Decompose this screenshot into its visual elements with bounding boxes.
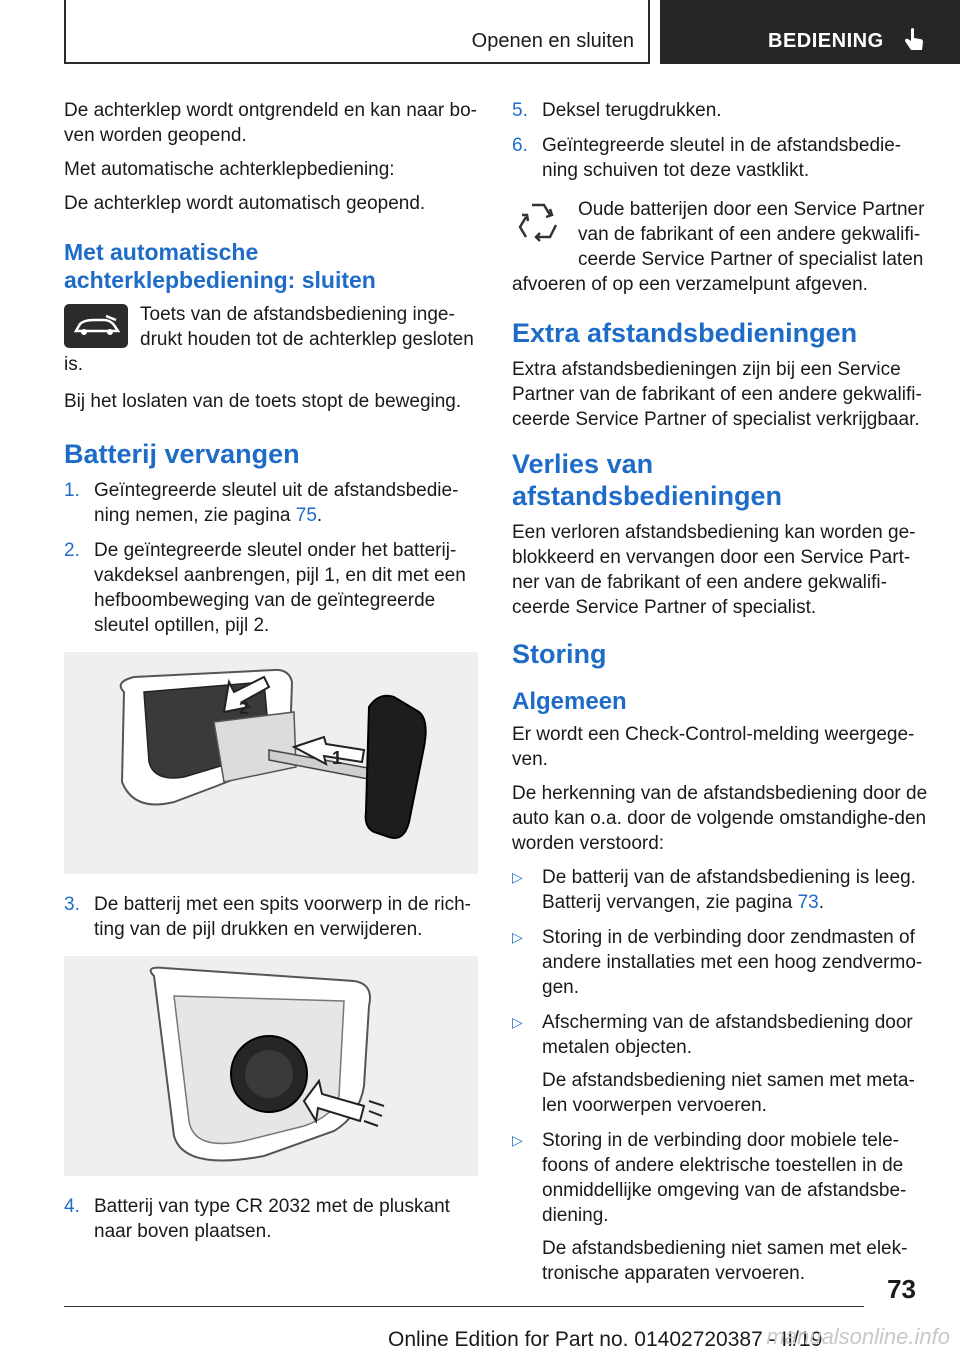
intro-paragraph-3: De achterklep wordt automatisch geopend.: [64, 193, 426, 214]
heading-fault: Storing: [512, 639, 607, 669]
step-6-number: 6.: [512, 135, 528, 156]
heading-battery-replace: Batterij vervangen: [64, 439, 300, 469]
bullet-metal-shielding: [512, 1010, 928, 1118]
header-chapter-tab: [660, 0, 960, 64]
bullet-transmitters: [512, 925, 928, 1000]
step-5: [512, 98, 928, 123]
recycle-note-text: Oude batterijen door een Service Partner van de fabrikant of een andere gekwalifi-ceerde Service Partner of specialist laten afvoeren of op een verzamelpunt afgeven.: [512, 199, 925, 295]
step-1-page-link[interactable]: 75: [295, 505, 317, 526]
header-chapter-label: BEDIENING: [768, 30, 884, 52]
recycle-note: [512, 197, 928, 297]
close-instruction-text: Toets van de afstandsbediening inge-drukt houden tot de achterklep gesloten is.: [64, 304, 474, 375]
general-paragraph-2: De herkenning van de afstandsbediening door de auto kan o.a. door de volgende omstandighe-den worden verstoord:: [512, 783, 928, 854]
lost-remotes-text: Een verloren afstandsbediening kan worden ge-blokkeerd en vervangen door een Service Part-ner van de fabrikant of een andere gekwalifi-ceerde Service Partner of specialist.: [512, 522, 916, 618]
step-1-number: 1.: [64, 480, 80, 501]
step-4-text: Batterij van type CR 2032 met de pluskant naar boven plaatsen.: [94, 1196, 450, 1242]
left-column: [64, 98, 478, 1254]
step-2-number: 2.: [64, 540, 80, 561]
step-2-text: De geïntegreerde sleutel onder het batterij-vakdeksel aanbrengen, pijl 1, en dit met een hefboombeweging van de geïntegreerde sleutel optillen, pijl 2.: [94, 540, 466, 636]
footer-watermark: manualsonline.info: [766, 1324, 950, 1349]
page-number: 73: [887, 1274, 916, 1304]
step-1: 1. Geïntegreerde sleutel uit de afstandsbedie-ning nemen, zie pagina 75.: [64, 480, 459, 526]
header-section-title: Openen en sluiten: [471, 30, 634, 52]
heading-lost-remotes: Verlies van afstandsbedieningen: [512, 449, 783, 511]
footer: [0, 1312, 960, 1362]
bullet-triangle-icon: ▷: [512, 929, 523, 945]
key-removal-illustration: [64, 652, 478, 874]
step-3: [64, 892, 478, 942]
bullet-mobile-phones-text: Storing in de verbinding door mobiele tele-foons of andere elektrische toestellen in de onmiddellijke omgeving van de afstandsbe-diening.: [542, 1130, 907, 1226]
intro-paragraph-2: Met automatische achterklepbediening:: [64, 159, 395, 180]
figure-label-1: 1: [332, 748, 343, 768]
pointing-hand-icon: [898, 26, 928, 56]
bullet-page-link[interactable]: 73: [797, 892, 819, 913]
bullet-mobile-phones: [512, 1128, 928, 1286]
bullet-metal-shielding-text: Afscherming van de afstandsbediening door metalen objecten.: [542, 1012, 913, 1058]
bullet-transmitters-text: Storing in de verbinding door zendmasten of andere installaties met een hoog zendvermo-gen.: [542, 927, 923, 998]
bullet-triangle-icon: ▷: [512, 1014, 523, 1030]
intro-paragraph-1: De achterklep wordt ontgrendeld en kan naar bo-ven worden geopend.: [64, 100, 477, 146]
car-trunk-key-icon: [64, 304, 128, 348]
step-3-number: 3.: [64, 894, 80, 915]
bullet-triangle-icon: ▷: [512, 869, 523, 885]
bullet-empty-battery-text: De batterij van de afstandsbediening is leeg. Batterij vervangen, zie pagina: [542, 867, 916, 913]
heading-general: Algemeen: [512, 688, 627, 715]
figure-battery-removal: [64, 956, 478, 1176]
footer-divider: [64, 1306, 864, 1307]
step-4: [64, 1194, 478, 1244]
figure-label-2: 2: [239, 698, 250, 718]
bullet-metal-shielding-advice: De afstandsbediening niet samen met meta-len voorwerpen vervoeren.: [542, 1070, 915, 1116]
heading-auto-close: Met automatische achterklepbediening: sluiten: [64, 239, 376, 293]
close-instruction: [64, 302, 478, 377]
step-1-text: Geïntegreerde sleutel uit de afstandsbedie-ning nemen, zie pagina: [94, 480, 459, 526]
step-2: [64, 538, 478, 638]
step-6: [512, 133, 928, 183]
bullet-empty-battery: ▷ De batterij van de afstandsbediening is leeg. Batterij vervangen, zie pagina 73.: [512, 867, 916, 913]
general-paragraph-1: Er wordt een Check-Control-melding weergege-ven.: [512, 724, 915, 770]
step-6-text: Geïntegreerde sleutel in de afstandsbedie-ning schuiven tot deze vastklikt.: [542, 135, 902, 181]
battery-removal-illustration: [64, 956, 478, 1176]
step-5-number: 5.: [512, 100, 528, 121]
recycle-icon: [512, 199, 564, 249]
bullet-triangle-icon: ▷: [512, 1132, 523, 1148]
step-5-text: Deksel terugdrukken.: [542, 100, 722, 121]
step-4-number: 4.: [64, 1196, 80, 1217]
step-3-text: De batterij met een spits voorwerp in de rich-ting van de pijl drukken en verwijderen.: [94, 894, 471, 940]
right-column: [512, 98, 928, 1296]
bullet-mobile-phones-advice: De afstandsbediening niet samen met elek-tronische apparaten vervoeren.: [542, 1238, 908, 1284]
heading-extra-remotes: Extra afstandsbedieningen: [512, 318, 858, 348]
header-section-box: [64, 0, 650, 64]
figure-key-removal: [64, 652, 478, 874]
footer-edition: Online Edition for Part no. 01402720387 - II/19: [388, 1328, 823, 1351]
extra-remotes-text: Extra afstandsbedieningen zijn bij een Service Partner van de fabrikant of een andere gekwalifi-ceerde Service Partner of specialist verkrijgbaar.: [512, 359, 922, 430]
release-paragraph: Bij het loslaten van de toets stopt de beweging.: [64, 391, 462, 412]
